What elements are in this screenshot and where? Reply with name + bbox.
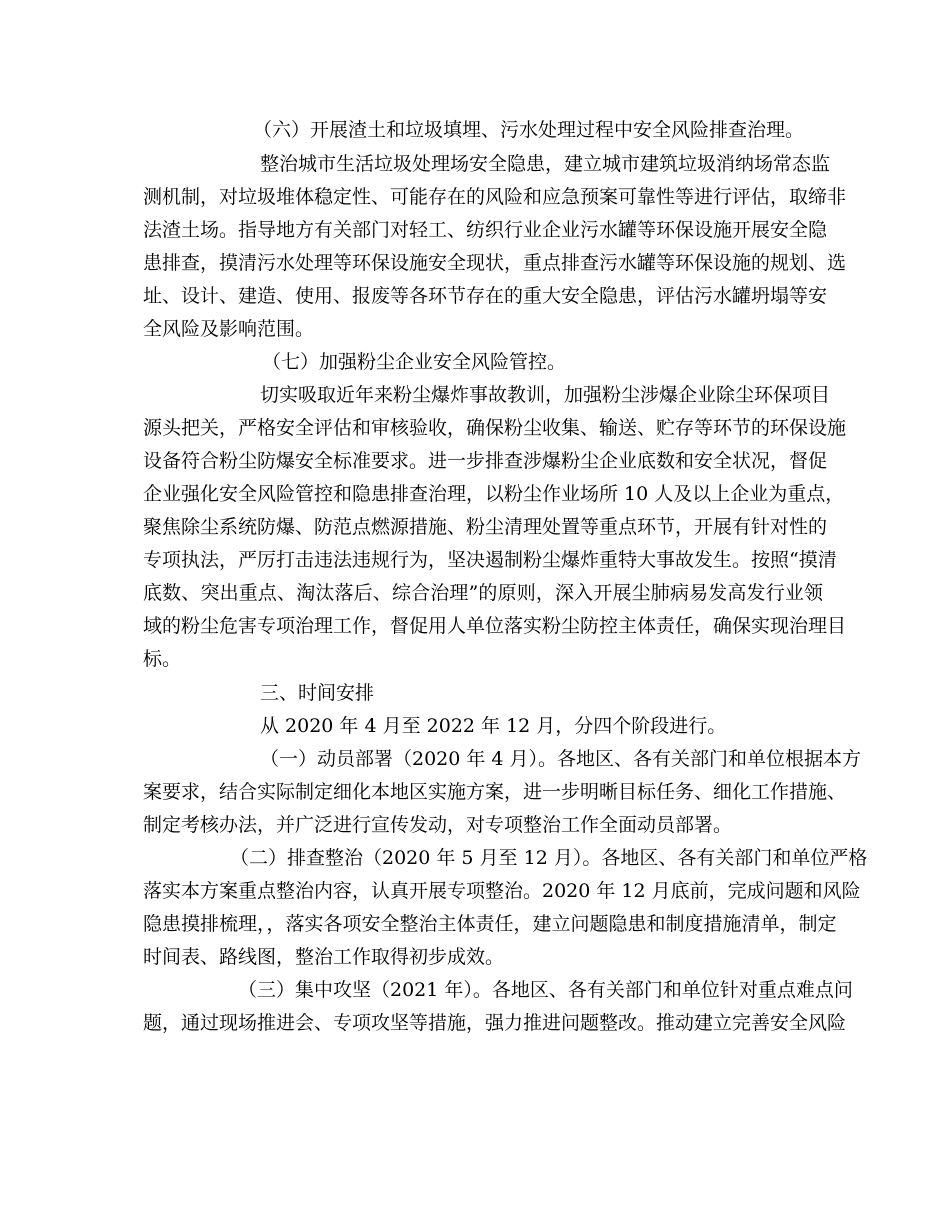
paragraph-line: 时间表、路线图，整治工作取得初步成效。 (143, 946, 505, 968)
paragraph-line: （一）动员部署（2020 年 4 月）。各地区、各有关部门和单位根据本方 (260, 748, 862, 770)
paragraph-line: 测机制，对垃圾堆体稳定性、可能存在的风险和应急预案可靠性等进行评估，取缔非 (143, 186, 847, 208)
paragraph-line: 址、设计、建造、使用、报废等各环节存在的重大安全隐患，评估污水罐坍塌等安 (143, 285, 828, 307)
paragraph-line: 聚焦除尘系统防爆、防范点燃源措施、粉尘清理处置等重点环节，开展有针对性的 (143, 516, 828, 538)
paragraph-line: 域的粉尘危害专项治理工作，督促用人单位落实粉尘防控主体责任，确保实现治理目 (143, 615, 847, 637)
paragraph-line: 整治城市生活垃圾处理场安全隐患，建立城市建筑垃圾消纳场常态监 (260, 153, 831, 175)
paragraph-line: 从 2020 年 4 月至 2022 年 12 月，分四个阶段进行。 (260, 715, 727, 737)
paragraph-line: （三）集中攻坚（2021 年）。各地区、各有关部门和单位针对重点难点问 (238, 979, 853, 1001)
section-heading-7: （七）加强粉尘企业安全风险管控。 (262, 351, 567, 373)
section-heading-6: （六）开展渣土和垃圾填埋、污水处理过程中安全风险排查治理。 (253, 119, 805, 141)
paragraph-line: 落实本方案重点整治内容，认真开展专项整治。2020 年 12 月底前，完成问题和风险 (143, 880, 861, 902)
paragraph-line: 切实吸取近年来粉尘爆炸事故教训，加强粉尘涉爆企业除尘环保项目 (260, 384, 831, 406)
paragraph-line: （二）排查整治（2020 年 5 月至 12 月）。各地区、各有关部门和单位严格 (230, 847, 868, 869)
paragraph-line: 标。 (143, 648, 182, 670)
paragraph-line: 制定考核办法，并广泛进行宣传发动，对专项整治工作全面动员部署。 (143, 814, 733, 836)
paragraph-line: 患排查，摸清污水处理等环保设施安全现状，重点排查污水罐等环保设施的规划、选 (143, 252, 847, 274)
paragraph-line: 专项执法，严厉打击违法违规行为，坚决遏制粉尘爆炸重特大事故发生。按照“摸清 (143, 549, 837, 571)
paragraph-line: 题，通过现场推进会、专项攻坚等措施，强力推进问题整改。推动建立完善安全风险 (143, 1012, 847, 1034)
paragraph-line: 企业强化安全风险管控和隐患排查治理，以粉尘作业场所 10 人及以上企业为重点， (143, 483, 845, 505)
section-heading-3: 三、时间安排 (260, 682, 375, 704)
paragraph-line: 隐患摸排梳理，，落实各项安全整治主体责任，建立问题隐患和制度措施清单，制定 (143, 913, 837, 935)
paragraph-line: 法渣土场。指导地方有关部门对轻工、纺织行业企业污水罐等环保设施开展安全隐 (143, 219, 828, 241)
paragraph-line: 案要求，结合实际制定细化本地区实施方案，进一步明晰目标任务、细化工作措施、 (143, 781, 847, 803)
paragraph-line: 设备符合粉尘防爆安全标准要求。进一步排查涉爆粉尘企业底数和安全状况，督促 (143, 450, 828, 472)
paragraph-line: 全风险及影响范围。 (143, 318, 315, 340)
paragraph-line: 底数、突出重点、淘汰落后、综合治理”的原则，深入开展尘肺病易发高发行业领 (143, 582, 823, 604)
paragraph-line: 源头把关，严格安全评估和审核验收，确保粉尘收集、输送、贮存等环节的环保设施 (143, 417, 847, 439)
